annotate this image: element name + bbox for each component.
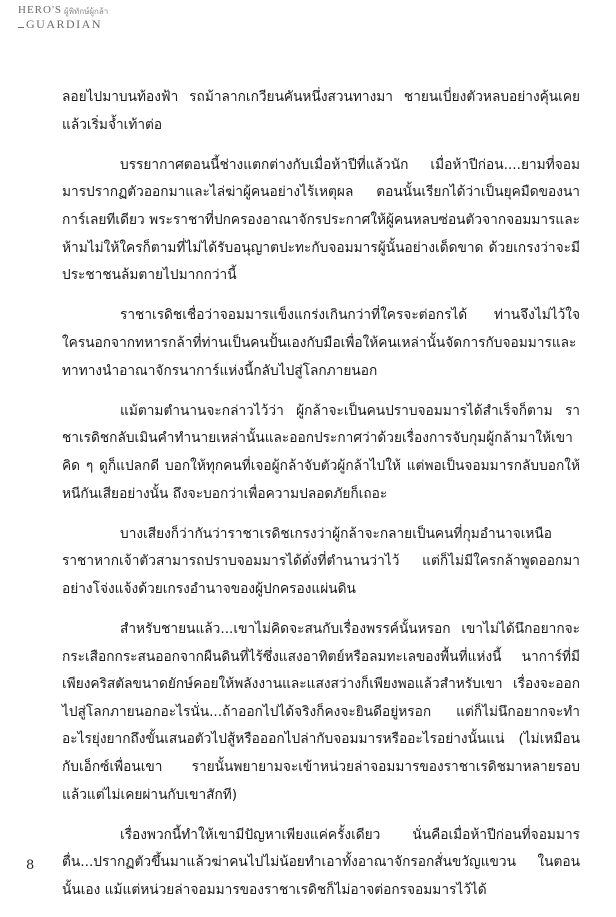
paragraph-5: บางเสียงก็ว่ากันว่าราชาเรดิชเกรงว่าผู้กล้าจะกลายเป็นคนที่กุมอำนาจเหนือราชาหากเจ้าตัวสามารถปราบจอมมารได้ดั่งที่ตำนานว่าไว้ แต่ก็ไม่มีใครกล้าพูดออกมาอย่างโจ่งแจ้งด้วยเกรงอำนาจของผู้ปกครองแผ่นดิน <box>62 525 580 597</box>
series-logo-rule <box>18 27 24 28</box>
paragraph-3: ราชาเรดิชเชื่อว่าจอมมารแข็งแกร่งเกินกว่าที่ใครจะต่อกรได้ ท่านจึงไม่ไว้ใจใครนอกจากทหารกล้าที่ท่านเป็นคนปั้นเองกับมือเพื่อให้คนเหล่านั้นจัดการกับจอมมารและทาทางนำอาณาจักรนาการ์แห่งนี้กลับไปสู่โลกภายนอก <box>62 307 580 379</box>
paragraph-2: บรรยากาศตอนนี้ช่างแตกต่างกับเมื่อห้าปีที่แล้วนัก เมื่อห้าปีก่อน....ยามที่จอมมารปรากฏตัวออกมาและไล่ฆ่าผู้คนอย่างไร้เหตุผล ตอนนั้นเรียกได้ว่าเป็นยุคมืดของนาการ์เลยทีเดียว พระราชาที่ปกครองอาณาจักรประกาศให้ผู้คนหลบซ่อนตัวจากจอมมารและห้ามไม่ให้ใครก็ตามที่ไม่ได้รับอนุญาตปะทะกับจอมมารผู้นั้นอย่างเด็ดขาด ด้วยเกรงว่าจะมีประชาชนล้มตายไปมากกว่านี้ <box>62 156 580 284</box>
series-logo-line2: GUARDIAN <box>26 17 102 31</box>
paragraph-4: แม้ตามตำนานจะกล่าวไว้ว่า ผู้กล้าจะเป็นคนปราบจอมมารได้สำเร็จก็ตาม ราชาเรดิชกลับเมินคำทำนายเหล่านั้นและออกประกาศว่าด้วยเรื่องการจับกุมผู้กล้ามาให้เขา คิด ๆ ดูก็แปลกดี บอกให้ทุกคนที่เจอผู้กล้าจับตัวผู้กล้าไปให้ แต่พอเป็นจอมมารกลับบอกให้หนีกันเสียอย่างนั้น ถึงจะบอกว่าเพื่อความปลอดภัยก็เถอะ <box>62 402 580 502</box>
paragraph-6: สำหรับชายนแล้ว...เขาไม่คิดจะสนกับเรื่องพรรค์นั้นหรอก เขาไม่ได้นึกอยากจะกระเสือกกระสนออกจากผืนดินที่ไร้ซึ่งแสงอาทิตย์หรือลมทะเลของพื้นที่แห่งนี้ นาการ์ที่มีเพียงคริสตัลขนาดยักษ์คอยให้พลังงานและแสงสว่างก็เพียงพอแล้วสำหรับเขา เรื่องจะออกไปสู่โลกภายนอกอะไรนั่น...ถ้าออกไปได้จริงก็คงจะยินดีอยู่หรอก แต่ก็ไม่นึกอยากจะทำอะไรยุ่งยากถึงขั้นเสนอตัวไปสู้หรือออกไปล่ากับจอมมารหรืออะไรอย่างนั้นแน่ (ไม่เหมือนกับเอ็กซ์เพื่อนเขา รายนั้นพยายามจะเข้าหน่วยล่าจอมมารของราชาเรดิชมาหลายรอบแล้วแต่ไม่เคยผ่านกับเขาสักที) <box>62 621 580 803</box>
page-body <box>62 84 580 917</box>
series-logo <box>18 4 158 38</box>
series-logo-thai-subtitle: ผู้พิทักษ์ผู้กล้า <box>64 7 109 16</box>
paragraph-7: เรื่องพวกนี้ทำให้เขามีปัญหาเพียงแค่ครั้งเดียว นั่นคือเมื่อห้าปีก่อนที่จอมมารตื่น...ปรากฏตัวขึ้นมาแล้วฆ่าคนไปไม่น้อยทำเอาทั้งอาณาจักรอกสั่นขวัญแขวน ในตอนนั้นเอง แม้แต่หน่วยล่าจอมมารของราชาเรดิชก็ไม่อาจต่อกรจอมมารไว้ได้ <box>62 826 580 898</box>
page-number: 8 <box>26 858 35 873</box>
paragraph-1: ลอยไปมาบนท้องฟ้า รถม้าลากเกวียนคันหนึ่งสวนทางมา ชายนเบี่ยงตัวหลบอย่างคุ้นเคยแล้วเริ่มจ้ำเท้าต่อ <box>62 89 580 133</box>
series-logo-line1: HERO'S <box>18 4 63 16</box>
